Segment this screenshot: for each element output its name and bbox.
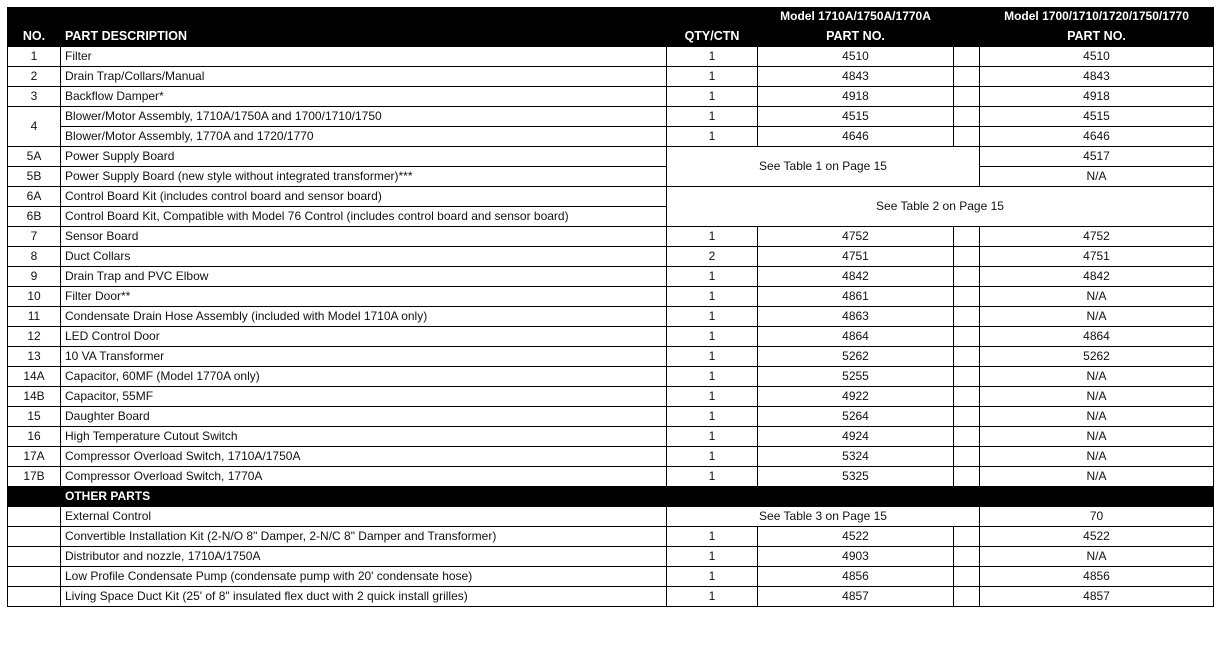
row-description: Filter Door** bbox=[61, 287, 667, 307]
row-part-no-a: 4856 bbox=[758, 567, 954, 587]
row-description: Blower/Motor Assembly, 1710A/1750A and 1700/1710/1750 bbox=[61, 107, 667, 127]
other-parts-heading: OTHER PARTS bbox=[61, 487, 667, 507]
row-part-no-b: 4843 bbox=[980, 67, 1214, 87]
row-part-no-b: 4646 bbox=[980, 127, 1214, 147]
row-part-no-b: 4842 bbox=[980, 267, 1214, 287]
table-row bbox=[8, 87, 1214, 107]
row-no: 1 bbox=[8, 47, 61, 67]
table1-note: See Table 1 on Page 15 bbox=[667, 147, 980, 187]
row-qty: 1 bbox=[667, 387, 758, 407]
row-part-no-a: 4918 bbox=[758, 87, 954, 107]
row-qty: 2 bbox=[667, 247, 758, 267]
row-part-no-b: 4857 bbox=[980, 587, 1214, 607]
row-description: Blower/Motor Assembly, 1770A and 1720/1770 bbox=[61, 127, 667, 147]
row-part-no-a: 5262 bbox=[758, 347, 954, 367]
row-no: 14B bbox=[8, 387, 61, 407]
row-no: 9 bbox=[8, 267, 61, 287]
table-row bbox=[8, 407, 1214, 427]
row-part-no-b: N/A bbox=[980, 547, 1214, 567]
table-row bbox=[8, 367, 1214, 387]
table3-note: See Table 3 on Page 15 bbox=[667, 507, 980, 527]
row-qty: 1 bbox=[667, 347, 758, 367]
table-row bbox=[8, 107, 1214, 127]
row-qty: 1 bbox=[667, 567, 758, 587]
row-description: Drain Trap and PVC Elbow bbox=[61, 267, 667, 287]
row-part-no-b: N/A bbox=[980, 287, 1214, 307]
table-row bbox=[8, 247, 1214, 267]
row-qty: 1 bbox=[667, 367, 758, 387]
row-part-no-b: 4918 bbox=[980, 87, 1214, 107]
row-part-no-b: N/A bbox=[980, 307, 1214, 327]
table-row bbox=[8, 187, 1214, 207]
table-row bbox=[8, 287, 1214, 307]
row-part-no-a: 4752 bbox=[758, 227, 954, 247]
table-row bbox=[8, 127, 1214, 147]
row-part-no-a: 5325 bbox=[758, 467, 954, 487]
row-no: 17B bbox=[8, 467, 61, 487]
row-description: LED Control Door bbox=[61, 327, 667, 347]
table-row bbox=[8, 567, 1214, 587]
row-qty: 1 bbox=[667, 227, 758, 247]
row-description: External Control bbox=[61, 507, 667, 527]
row-description: Control Board Kit, Compatible with Model 76 Control (includes control board and sensor board) bbox=[61, 207, 667, 227]
parts-table-container bbox=[7, 7, 1213, 607]
row-qty: 1 bbox=[667, 127, 758, 147]
row-part-no-b: 4856 bbox=[980, 567, 1214, 587]
row-no: 15 bbox=[8, 407, 61, 427]
row-qty: 1 bbox=[667, 547, 758, 567]
row-part-no-a: 4843 bbox=[758, 67, 954, 87]
table-row bbox=[8, 307, 1214, 327]
row-qty: 1 bbox=[667, 267, 758, 287]
row-no: 3 bbox=[8, 87, 61, 107]
row-part-no-b: N/A bbox=[980, 447, 1214, 467]
row-part-no-b: 4510 bbox=[980, 47, 1214, 67]
row-description: Backflow Damper* bbox=[61, 87, 667, 107]
table-row bbox=[8, 467, 1214, 487]
row-qty: 1 bbox=[667, 107, 758, 127]
row-part-no-b: 4751 bbox=[980, 247, 1214, 267]
row-qty: 1 bbox=[667, 87, 758, 107]
row-description: Condensate Drain Hose Assembly (included with Model 1710A only) bbox=[61, 307, 667, 327]
row-part-no-a: 4903 bbox=[758, 547, 954, 567]
row-part-no-b: N/A bbox=[980, 407, 1214, 427]
row-part-no-b: N/A bbox=[980, 387, 1214, 407]
table2-note: See Table 2 on Page 15 bbox=[667, 187, 1214, 227]
row-description: Duct Collars bbox=[61, 247, 667, 267]
table-row bbox=[8, 387, 1214, 407]
header-row-columns bbox=[8, 26, 1214, 47]
part-description-header: PART DESCRIPTION bbox=[61, 26, 667, 47]
row-no: 12 bbox=[8, 327, 61, 347]
parts-table bbox=[7, 7, 1214, 607]
row-part-no-b: 4522 bbox=[980, 527, 1214, 547]
row-no: 2 bbox=[8, 67, 61, 87]
row-qty: 1 bbox=[667, 287, 758, 307]
row-no: 8 bbox=[8, 247, 61, 267]
row-part-no-b: N/A bbox=[980, 427, 1214, 447]
row-description: Power Supply Board (new style without integrated transformer)*** bbox=[61, 167, 667, 187]
table-row bbox=[8, 147, 1214, 167]
no-header: NO. bbox=[8, 26, 61, 47]
row-description: Filter bbox=[61, 47, 667, 67]
row-qty: 1 bbox=[667, 47, 758, 67]
qty-header: QTY/CTN bbox=[667, 26, 758, 47]
row-no: 7 bbox=[8, 227, 61, 247]
table-row bbox=[8, 427, 1214, 447]
part-no-a-header: PART NO. bbox=[758, 26, 954, 47]
table-row bbox=[8, 327, 1214, 347]
row-part-no-a: 4522 bbox=[758, 527, 954, 547]
row-qty: 1 bbox=[667, 407, 758, 427]
row-description: Compressor Overload Switch, 1710A/1750A bbox=[61, 447, 667, 467]
row-part-no-a: 4924 bbox=[758, 427, 954, 447]
row-description: Convertible Installation Kit (2-N/O 8" Damper, 2-N/C 8" Damper and Transformer) bbox=[61, 527, 667, 547]
row-qty: 1 bbox=[667, 447, 758, 467]
table-row bbox=[8, 447, 1214, 467]
row-description: Low Profile Condensate Pump (condensate pump with 20' condensate hose) bbox=[61, 567, 667, 587]
table-row bbox=[8, 587, 1214, 607]
other-parts-section-row bbox=[8, 487, 1214, 507]
row-description: Sensor Board bbox=[61, 227, 667, 247]
row-part-no-b: 5262 bbox=[980, 347, 1214, 367]
row-part-no-b: N/A bbox=[980, 467, 1214, 487]
row-part-no-b: 4515 bbox=[980, 107, 1214, 127]
row-description: Distributor and nozzle, 1710A/1750A bbox=[61, 547, 667, 567]
row-no: 5B bbox=[8, 167, 61, 187]
row-part-no-b: 4864 bbox=[980, 327, 1214, 347]
row-part-no-a: 4515 bbox=[758, 107, 954, 127]
row-no: 13 bbox=[8, 347, 61, 367]
row-no: 5A bbox=[8, 147, 61, 167]
row-part-no-a: 4922 bbox=[758, 387, 954, 407]
header-row-models bbox=[8, 8, 1214, 26]
table-row bbox=[8, 167, 1214, 187]
row-description: Living Space Duct Kit (25' of 8" insulated flex duct with 2 quick install grilles) bbox=[61, 587, 667, 607]
row-part-no-b: N/A bbox=[980, 367, 1214, 387]
row-description: Control Board Kit (includes control board and sensor board) bbox=[61, 187, 667, 207]
row-part-no-a: 4842 bbox=[758, 267, 954, 287]
row-part-no-b: 70 bbox=[980, 507, 1214, 527]
row-no: 4 bbox=[8, 107, 61, 147]
table-row bbox=[8, 67, 1214, 87]
table-row bbox=[8, 547, 1214, 567]
row-qty: 1 bbox=[667, 327, 758, 347]
row-qty: 1 bbox=[667, 587, 758, 607]
row-part-no-a: 5324 bbox=[758, 447, 954, 467]
row-description: Compressor Overload Switch, 1770A bbox=[61, 467, 667, 487]
model-a-header: Model 1710A/1750A/1770A bbox=[758, 8, 954, 26]
row-part-no-b: N/A bbox=[980, 167, 1214, 187]
row-part-no-a: 4751 bbox=[758, 247, 954, 267]
row-part-no-b: 4517 bbox=[980, 147, 1214, 167]
row-no: 10 bbox=[8, 287, 61, 307]
row-description: 10 VA Transformer bbox=[61, 347, 667, 367]
table-row bbox=[8, 267, 1214, 287]
row-part-no-a: 4861 bbox=[758, 287, 954, 307]
table-row bbox=[8, 227, 1214, 247]
row-part-no-a: 4857 bbox=[758, 587, 954, 607]
row-qty: 1 bbox=[667, 527, 758, 547]
row-part-no-b: 4752 bbox=[980, 227, 1214, 247]
row-qty: 1 bbox=[667, 467, 758, 487]
table-row bbox=[8, 347, 1214, 367]
row-part-no-a: 5255 bbox=[758, 367, 954, 387]
row-no: 11 bbox=[8, 307, 61, 327]
model-b-header: Model 1700/1710/1720/1750/1770 bbox=[980, 8, 1214, 26]
row-qty: 1 bbox=[667, 67, 758, 87]
row-description: Drain Trap/Collars/Manual bbox=[61, 67, 667, 87]
table-row bbox=[8, 47, 1214, 67]
row-no: 14A bbox=[8, 367, 61, 387]
row-part-no-a: 5264 bbox=[758, 407, 954, 427]
row-no: 17A bbox=[8, 447, 61, 467]
row-description: Capacitor, 55MF bbox=[61, 387, 667, 407]
part-no-b-header: PART NO. bbox=[980, 26, 1214, 47]
row-qty: 1 bbox=[667, 307, 758, 327]
row-part-no-a: 4863 bbox=[758, 307, 954, 327]
row-description: High Temperature Cutout Switch bbox=[61, 427, 667, 447]
row-part-no-a: 4510 bbox=[758, 47, 954, 67]
row-part-no-a: 4646 bbox=[758, 127, 954, 147]
row-no: 16 bbox=[8, 427, 61, 447]
table-row bbox=[8, 527, 1214, 547]
row-no: 6A bbox=[8, 187, 61, 207]
row-description: Daughter Board bbox=[61, 407, 667, 427]
row-description: Capacitor, 60MF (Model 1770A only) bbox=[61, 367, 667, 387]
row-description: Power Supply Board bbox=[61, 147, 667, 167]
row-qty: 1 bbox=[667, 427, 758, 447]
row-no: 6B bbox=[8, 207, 61, 227]
table-row bbox=[8, 507, 1214, 527]
row-part-no-a: 4864 bbox=[758, 327, 954, 347]
